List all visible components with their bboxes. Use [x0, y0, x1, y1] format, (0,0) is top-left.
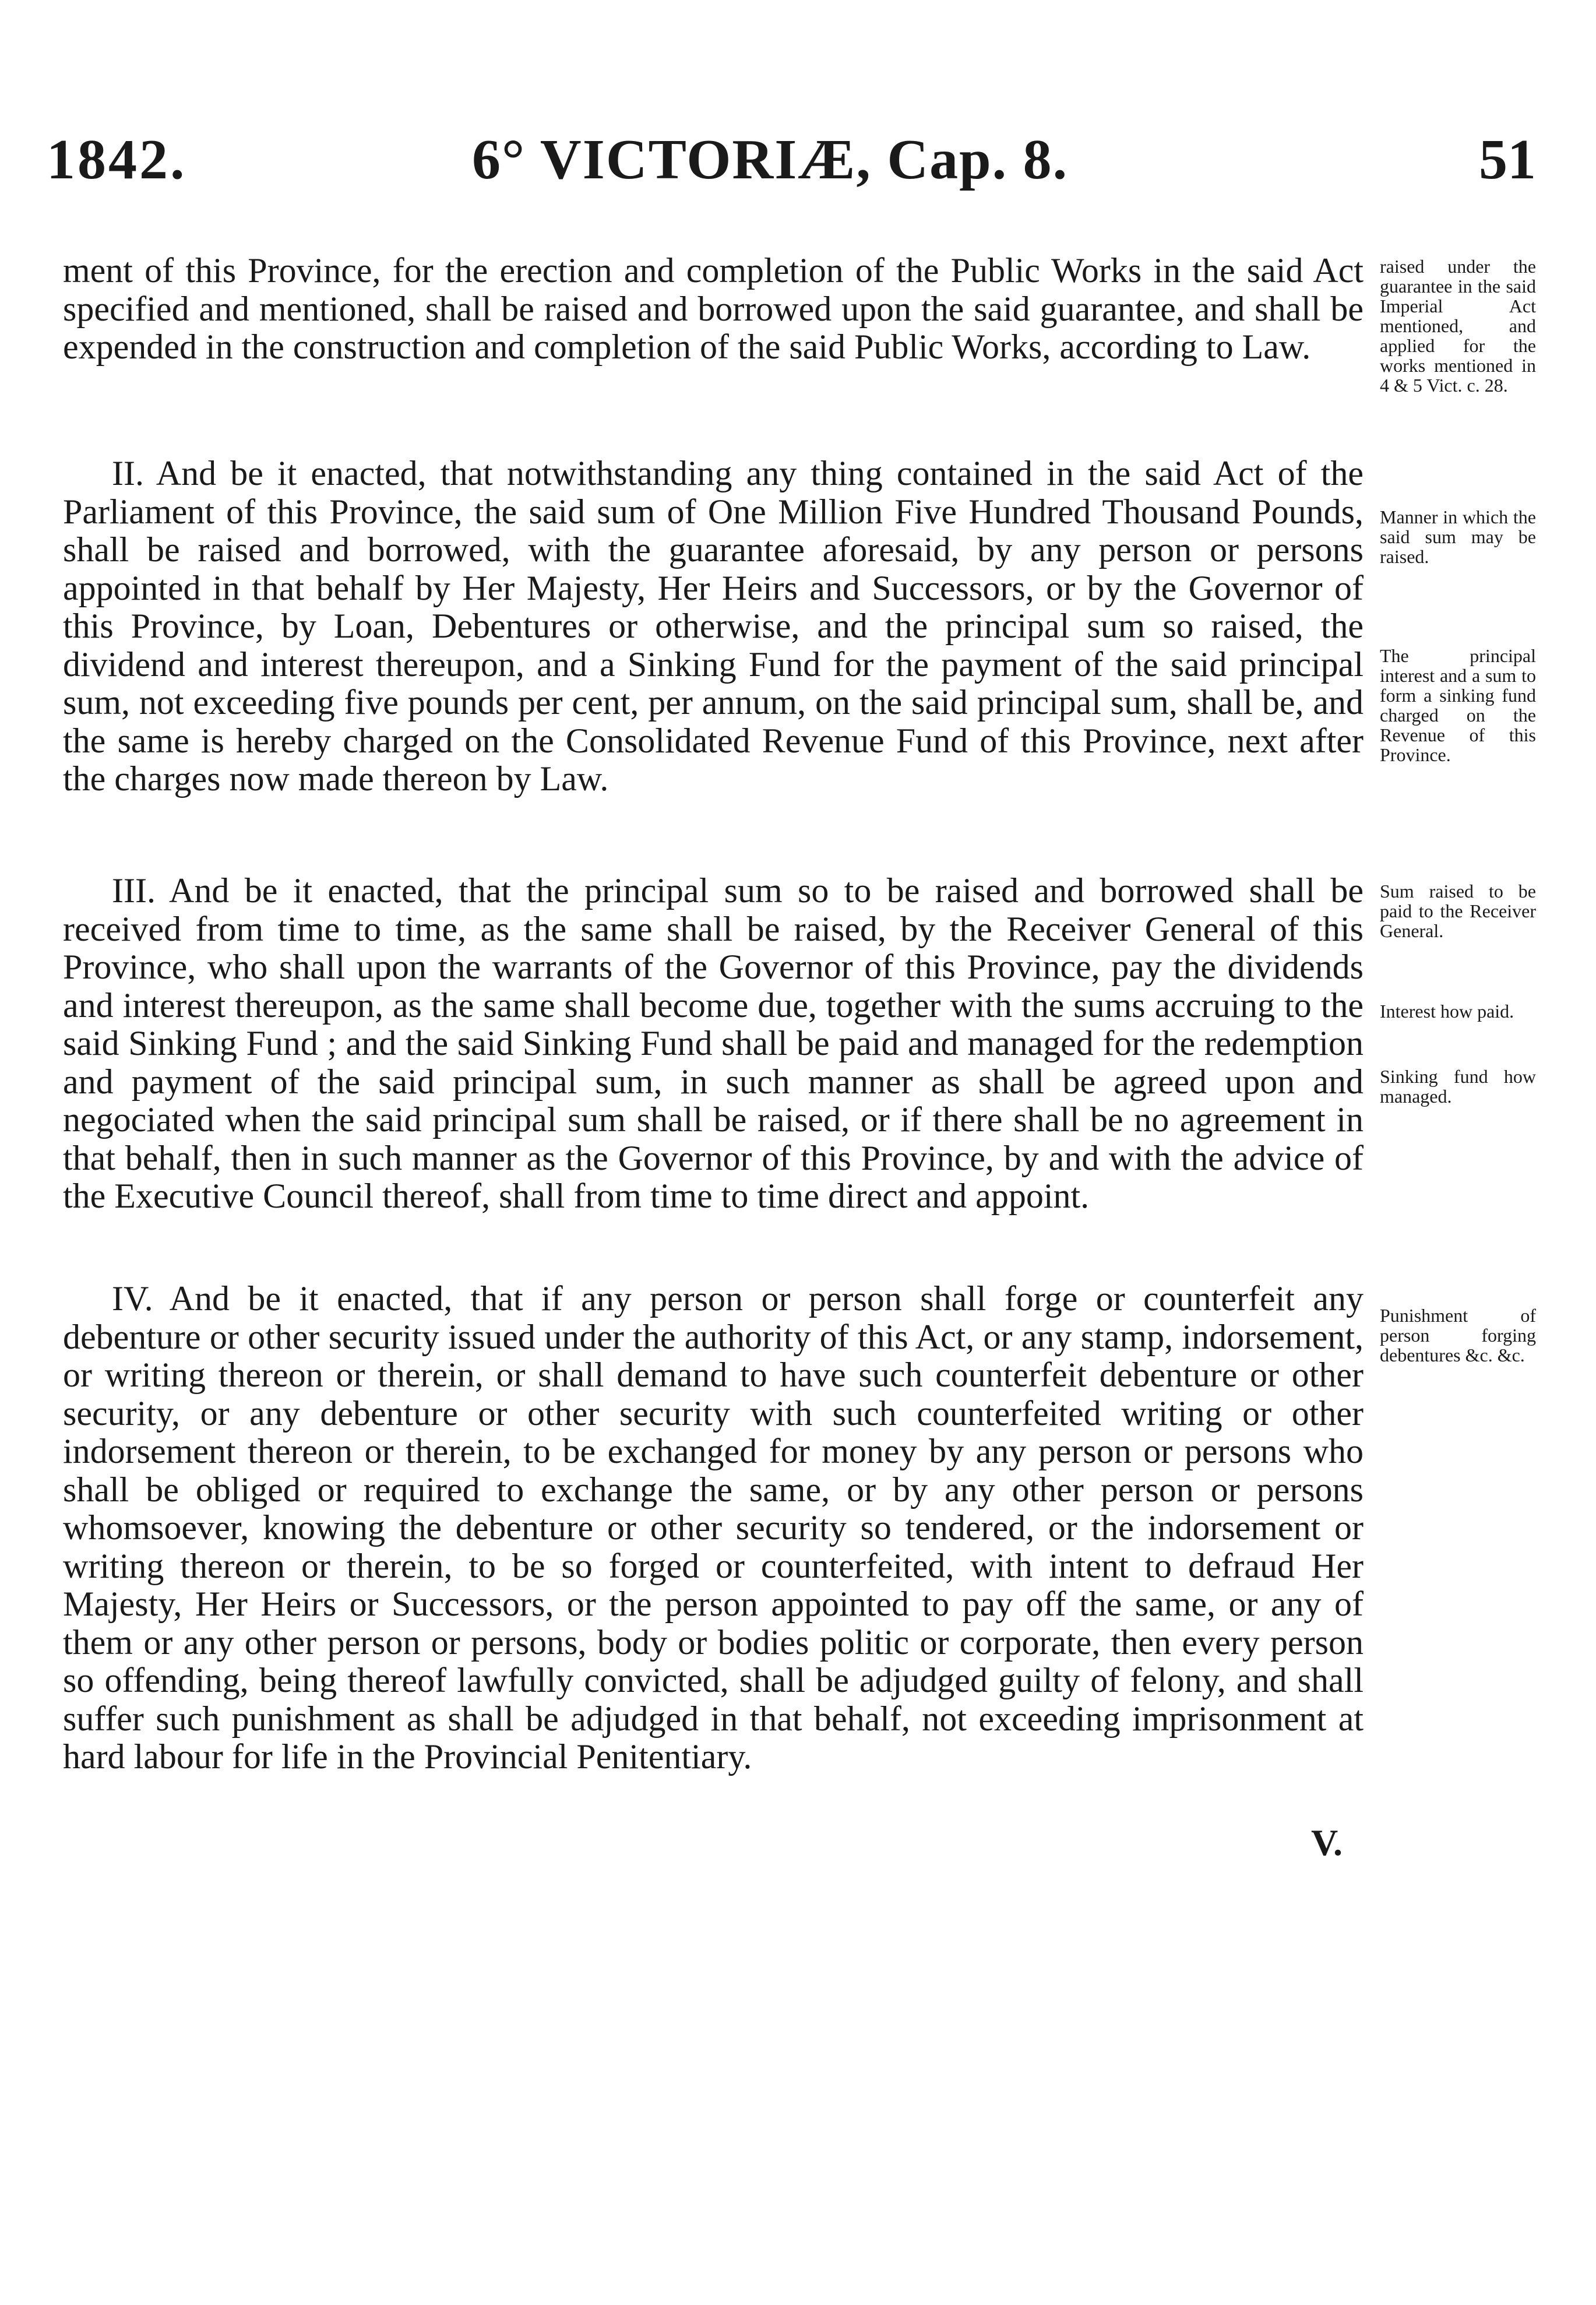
margin-note-principal-interest: The principal interest and a sum to form a sinking fund charged on the Revenue of this Province.: [1380, 645, 1536, 765]
page-number: 51: [1479, 128, 1536, 191]
paragraph-section-3: III. And be it enacted, that the principal sum so to be raised and borrowed shall be received from time to time, as the same shall be raised, by the Receiver General of this Province, who shall upon the warrants of the Governor of this Province, pay the dividends and interest thereupon, as the same shall become due, together with the sums accruing to the said Sinking Fund ; and the said Sinking Fund shall be paid and managed for the redemption and payment of the said principal sum, in such manner as shall be agreed upon and negociated when the said principal sum shall be raised, or if there shall be no agreement in that behalf, then in such manner as the Governor of this Province, by and with the advice of the Executive Council thereof, shall from time to time direct and appoint.: [63, 871, 1364, 1215]
margin-note-receiver-general: Sum raised to be paid to the Receiver General.: [1380, 881, 1536, 941]
margin-note-interest-paid: Interest how paid.: [1380, 1001, 1514, 1022]
paragraph-continuation: ment of this Province, for the erection and completion of the Public Works in the said Act specified and mentioned, shall be raised and borrowed upon the said guarantee, and shall be expended in the construction and completion of the said Public Works, according to Law.: [63, 251, 1364, 366]
margin-note-guarantee: raised under the guarantee in the said Imperial Act mentioned, and applied for the works mentioned in 4 & 5 Vict. c. 28.: [1380, 256, 1536, 396]
margin-note-sinking-fund: Sinking fund how managed.: [1380, 1066, 1536, 1107]
margin-note-punishment: Punishment of person forging debentures &c. &c.: [1380, 1305, 1536, 1366]
margin-note-manner-raised: Manner in which the said sum may be raised.: [1380, 506, 1536, 567]
header-year: 1842.: [47, 128, 187, 191]
catchword: V.: [1311, 1822, 1343, 1863]
paragraph-section-2: II. And be it enacted, that notwithstanding any thing contained in the said Act of the Parliament of this Province, the said sum of One Million Five Hundred Thousand Pounds, shall be raised and borrowed, with the guarantee aforesaid, by any person or persons appointed in that behalf by Her Majesty, Her Heirs and Successors, or by the Governor of this Province, by Loan, Debentures or otherwise, and the principal sum so raised, the dividend and interest thereupon, and a Sinking Fund for the payment of the said principal sum, not exceeding five pounds per cent, per annum, on the said principal sum, shall be, and the same is hereby charged on the Consolidated Revenue Fund of this Province, next after the charges now made thereon by Law.: [63, 454, 1364, 798]
paragraph-section-4: IV. And be it enacted, that if any person or person shall forge or counterfeit any debenture or other security issued under the authority of this Act, or any stamp, indorsement, or writing thereon or therein, or shall demand to have such counterfeit debenture or other security, or any debenture or other security with such counterfeited writing or other indorsement thereon or therein, to be exchanged for money by any person or persons who shall be obliged or required to exchange the same, or by any other person or persons whomsoever, knowing the debenture or other security so tendered, or the indorsement or writing thereon or therein, to be so forged or counterfeited, with intent to defraud Her Majesty, Her Heirs or Successors, or the person appointed to pay off the same, or any of them or any other person or persons, body or bodies politic or corporate, then every person so offending, being thereof lawfully convicted, shall be adjudged guilty of felony, and shall suffer such punishment as shall be adjudged in that behalf, not exceeding imprisonment at hard labour for life in the Provincial Penitentiary.: [63, 1279, 1364, 1776]
header-title: 6° VICTORIÆ, Cap. 8.: [472, 128, 1069, 191]
